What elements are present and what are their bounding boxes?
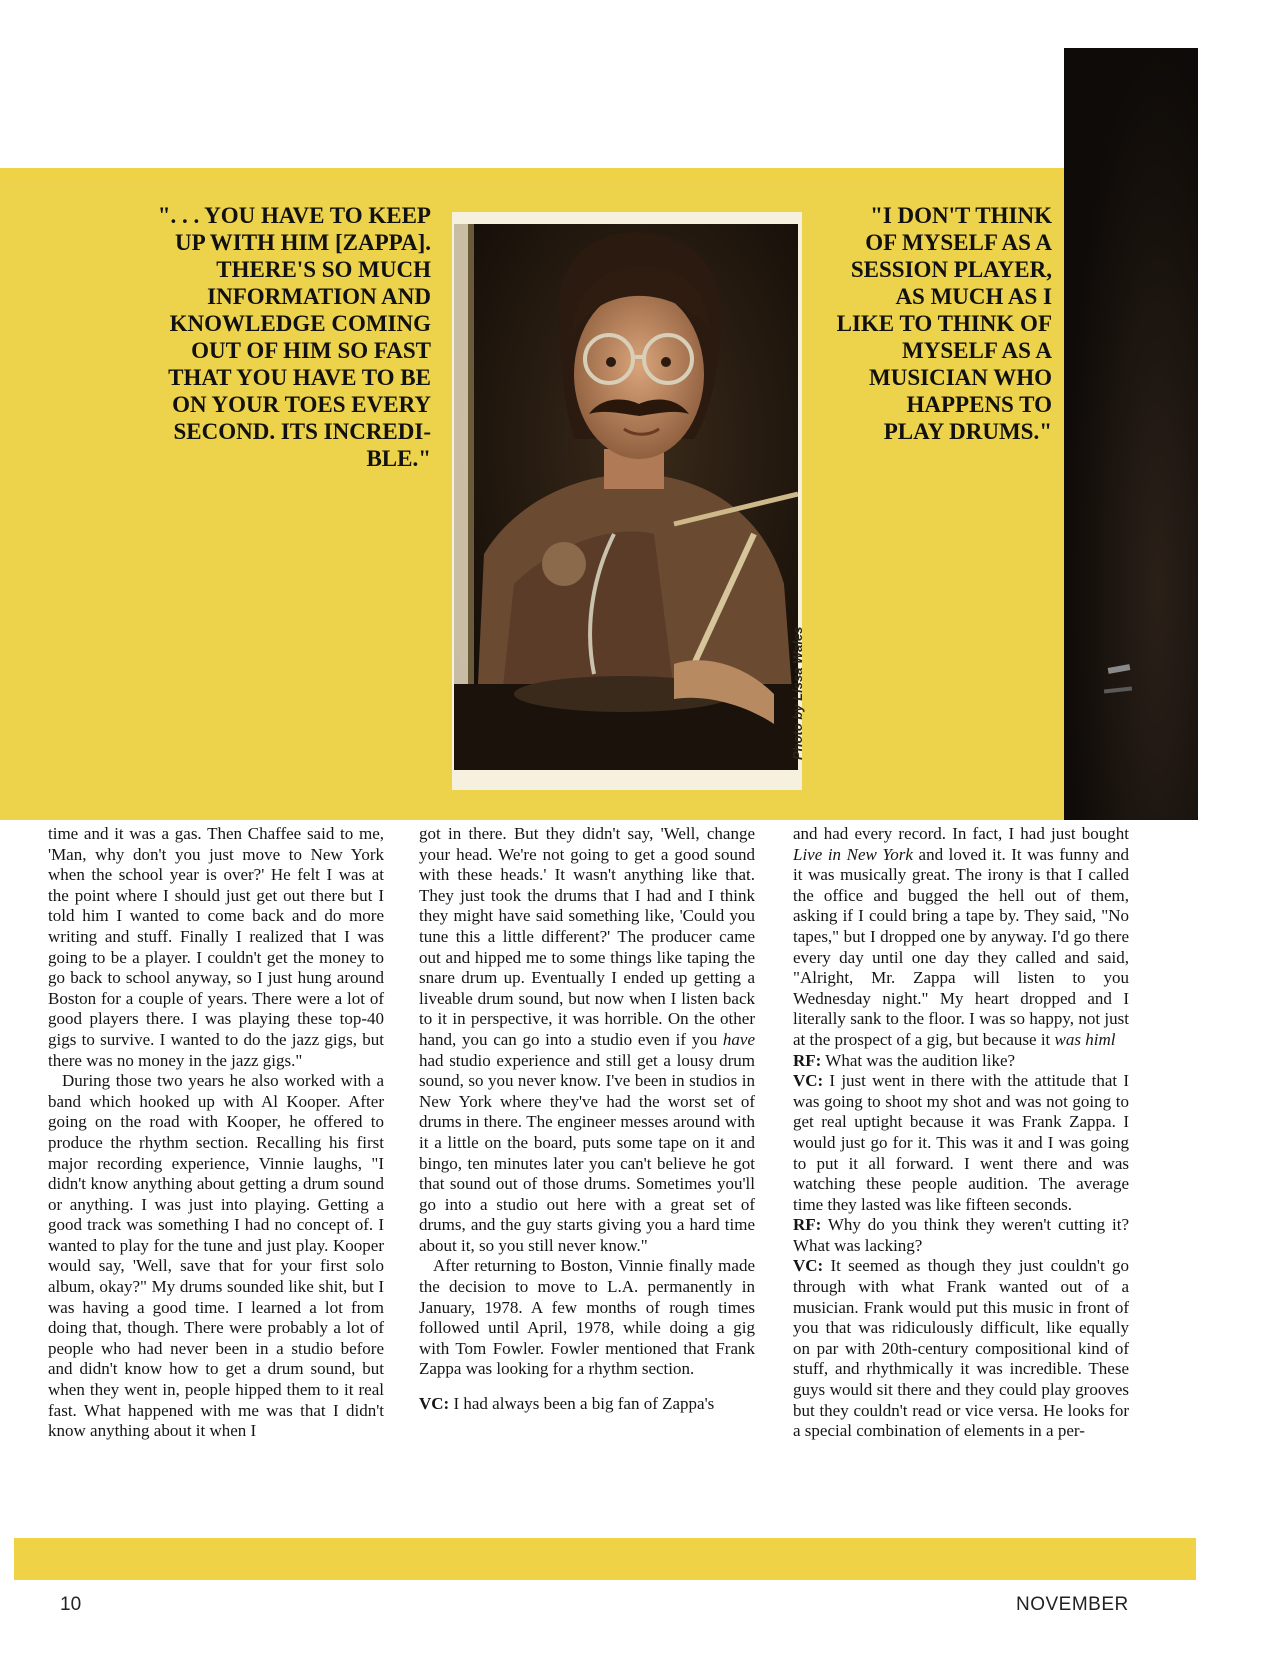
quote-line: MUSICIAN WHO <box>869 365 1052 390</box>
paragraph-text: had studio experience and still get a lousy drum sound, so you never know. I've been in studios in New York where they've had the worst set of drums in there. The engineer messes around with it a little on the board, puts some tape on it and bingo, ten minutes later you can't believe he got that sound out of those drums. Sometimes you'll go into a studio out here with a great set of drums, and the guy starts giving you a hard time about it, so you still never know." <box>419 1050 755 1255</box>
speaker-label: RF: <box>793 1050 822 1070</box>
article-column-1 <box>48 824 384 1442</box>
quote-line: KNOWLEDGE COMING <box>169 311 431 336</box>
quote-line: AS MUCH AS I <box>895 284 1052 309</box>
paragraph <box>793 824 1129 1051</box>
interview-text: I had always been a big fan of Zappa's <box>449 1394 715 1414</box>
quote-line: ON YOUR TOES EVERY <box>172 392 431 417</box>
article-column-3 <box>793 824 1129 1442</box>
interview-line <box>793 1051 1129 1072</box>
interview-text: It seemed as though they just couldn't go through with what Frank wanted out of a musician. Frank would put this music in front of you that was ridiculously difficult, like equally on par with 20th-century compositional kind of stuff, and rhythmically it was incredible. These guys would sit there and they could play grooves but they couldn't read or vice versa. He looks for a special combination of elements in a per- <box>793 1256 1129 1441</box>
quote-line: SESSION PLAYER, <box>850 257 1052 282</box>
quote-line: PLAY DRUMS." <box>883 419 1052 444</box>
photo-credit: Photo by Lissa Wales <box>790 626 805 760</box>
quote-line: OF MYSELF AS A <box>865 230 1052 255</box>
interview-line <box>419 1394 755 1415</box>
emphasis: Live in New York <box>793 844 913 864</box>
speaker-label: RF: <box>793 1215 822 1235</box>
issue-month: NOVEMBER <box>1016 1594 1129 1615</box>
quote-line: INFORMATION AND <box>207 284 431 309</box>
paragraph-gap <box>419 1380 755 1394</box>
interview-line <box>793 1256 1129 1441</box>
article-column-2 <box>419 824 755 1415</box>
paragraph-text: and loved it. It was funny and it was musically great. The irony is that I called the office and bugged the hell out of them, asking if I could bring a tape by. They said, "No tapes," but I dropped one by anyway. I'd go there every day until one day they called and said, "Alright, Mr. Zappa will listen to you Wednesday night." My heart dropped and I literally sank to the floor. I was so happy, not just at the prospect of a gig, but because it <box>793 844 1129 1049</box>
paragraph-text: got in there. But they didn't say, 'Well, change your head. We're not going to get a good sound with these heads.' It wasn't anything like that. They just took the drums that I had and I think they might have said something like, 'Could you tune this a little different?' The producer came out and hipped me to some things like taping the snare drum up. Eventually I ended up getting a liveable drum sound, but now when I listen back to it in perspective, it was horrible. On the other hand, you can go into a studio even if you <box>419 824 755 1049</box>
paragraph: time and it was a gas. Then Chaffee said to me, 'Man, why don't you just move to New York when the school year is over?' He felt I was at the point where I should just get out there but I told him I wanted to come back and do more writing and stuff. Finally I realized that I was going to be a player. I couldn't get the money to go back to school anyway, so I just hung around Boston for a couple of years. There were a lot of good players there. I was playing these top-40 gigs to survive. I wanted to do the jazz gigs, but there was no money in the jazz gigs." <box>48 824 384 1070</box>
paragraph: After returning to Boston, Vinnie finally made the decision to move to L.A. permanently in January, 1978. A few months of rough times followed until April, 1978, while doing a gig with Tom Fowler. Fowler mentioned that Frank Zappa was looking for a rhythm section. <box>419 1256 755 1379</box>
interview-line <box>793 1071 1129 1215</box>
quote-line: THERE'S SO MUCH <box>216 257 431 282</box>
speaker-label: VC: <box>793 1071 824 1091</box>
photo-bleed-strip <box>1064 48 1198 820</box>
quote-line: BLE." <box>366 446 431 471</box>
drummer-photo <box>454 224 798 770</box>
drummer-illustration <box>454 224 798 770</box>
quote-line: THAT YOU HAVE TO BE <box>168 365 431 390</box>
emphasis: have <box>722 1029 755 1049</box>
paragraph <box>419 824 755 1256</box>
quote-line: LIKE TO THINK OF <box>836 311 1052 336</box>
quote-line: MYSELF AS A <box>902 338 1052 363</box>
bottom-yellow-band <box>14 1538 1196 1580</box>
emphasis: was himl <box>1054 1029 1116 1049</box>
interview-text: Why do you think they weren't cutting it? What was lacking? <box>793 1215 1129 1255</box>
quote-line: HAPPENS TO <box>906 392 1052 417</box>
paragraph-text: and had every record. In fact, I had just bought <box>793 824 1129 843</box>
cymbal-glint <box>1108 664 1131 674</box>
cymbal-glint-lower <box>1104 687 1132 694</box>
page-number: 10 <box>60 1594 82 1615</box>
speaker-label: VC: <box>419 1394 450 1414</box>
quote-line: "I DON'T THINK <box>870 203 1052 228</box>
pull-quote-left <box>120 202 431 472</box>
top-yellow-band <box>0 168 1064 180</box>
interview-line <box>793 1215 1129 1256</box>
quote-line: OUT OF HIM SO FAST <box>191 338 431 363</box>
quote-line: UP WITH HIM [ZAPPA]. <box>175 230 431 255</box>
interview-text: I just went in there with the attitude that I was going to shoot my shot and was not going to get real uptight because it was Frank Zappa. I would just go for it. This was it and I was going to put it all forward. I went there and was watching these people audition. The average time they lasted was like fifteen seconds. <box>793 1071 1129 1214</box>
paragraph: During those two years he also worked with a band which hooked up with Al Kooper. After going on the road with Kooper, he offered to produce the rhythm section. Recalling his first major recording experience, Vinnie laughs, "I didn't know anything about getting a drum sound or anything. I was just into playing. Getting a good track was something I had no concept of. I wanted to play for the tune and just play. Kooper would say, 'Well, save that for your first solo album, okay?" My drums sounded like shit, but I was having a good time. I learned a lot from doing that, though. There were probably a lot of people who had never been in a studio before and didn't know how to get a drum sound, but when they went in, people hipped them to it real fast. What happened with me was that I didn't know anything about it when I <box>48 1071 384 1441</box>
interview-text: What was the audition like? <box>821 1050 1016 1070</box>
pull-quote-right <box>812 202 1052 445</box>
speaker-label: VC: <box>793 1256 824 1276</box>
quote-line: SECOND. ITS INCREDI- <box>173 419 431 444</box>
quote-line: ". . . YOU HAVE TO KEEP <box>157 203 431 228</box>
